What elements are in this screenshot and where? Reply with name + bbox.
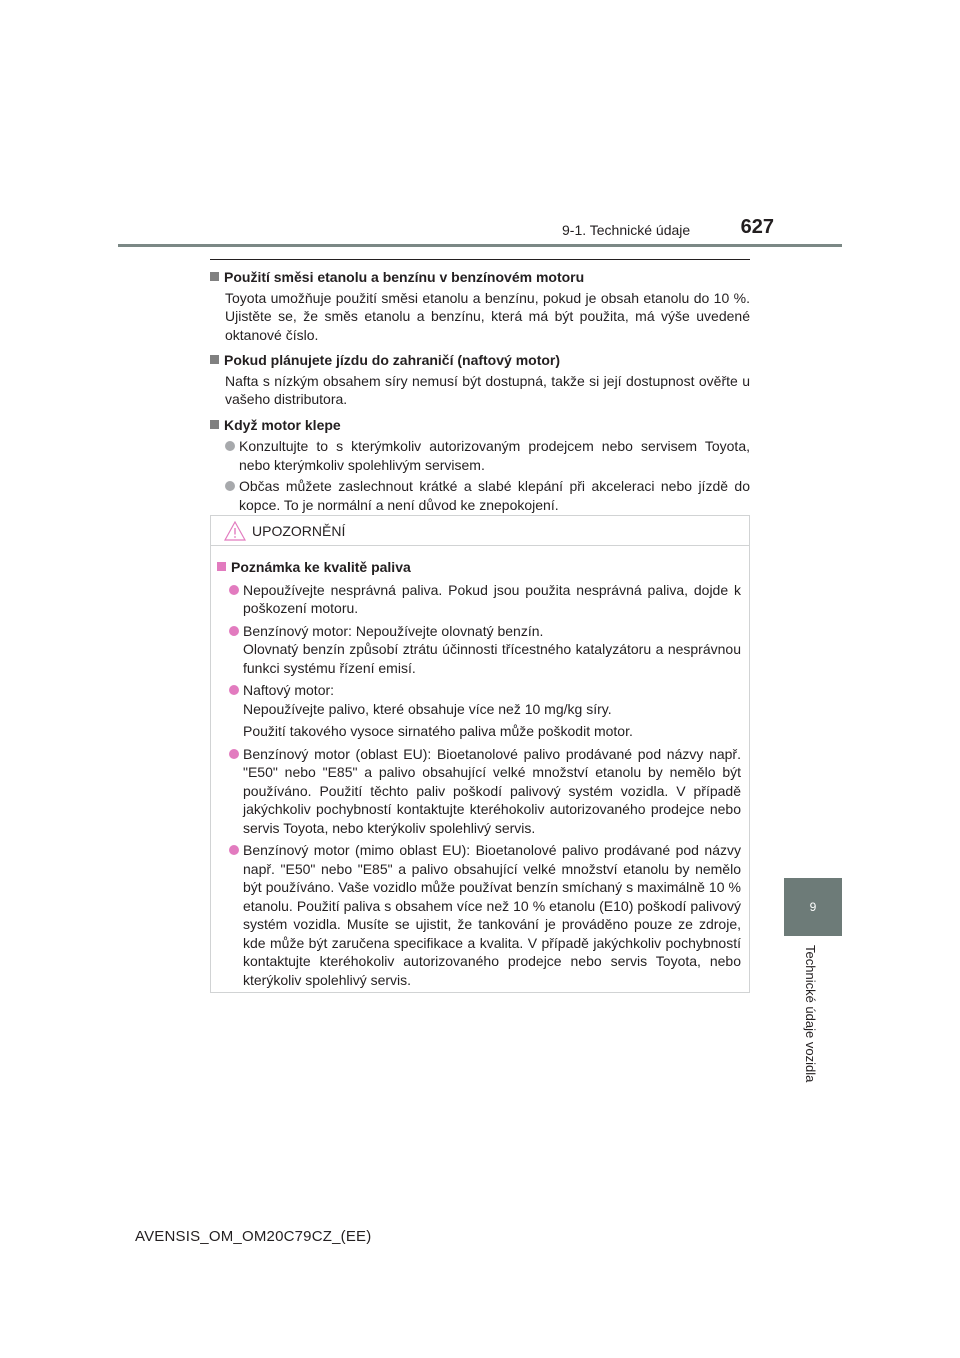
section-abroad xyxy=(210,351,750,409)
list-item: Naftový motor: Nepoužívejte palivo, které obsahuje více než 10 mg/kg síry. Použití takového vysoce sirnatého paliva může poškodit motor. xyxy=(229,681,741,741)
round-bullet-icon xyxy=(229,685,239,695)
main-content xyxy=(210,258,750,514)
round-bullet-icon xyxy=(229,626,239,636)
warning-box xyxy=(210,515,750,993)
section-ethanol xyxy=(210,268,750,344)
square-bullet-icon xyxy=(210,355,219,364)
warning-header xyxy=(211,516,749,546)
list-item: Občas můžete zaslechnout krátké a slabé klepání při akceleraci nebo jízdě do kopce. To je normální a není důvod ke znepokojení. xyxy=(225,477,750,514)
section-heading: Když motor klepe xyxy=(224,416,341,433)
round-bullet-icon xyxy=(229,749,239,759)
list-item: Benzínový motor (oblast EU): Bioetanolové palivo prodávané pod názvy např. "E50" nebo "E85" a palivo obsahující velké množství etanolu by nemělo být používáno. Použití těchto paliv poškodí palivový systém vozidla. V případě jakýchkoliv pochybností kontaktujte kteréhokoliv autorizovaného prodejce nebo servis Toyota, nebo kterýkoliv spolehlivý servis. xyxy=(229,745,741,838)
list-item: Nepoužívejte nesprávná paliva. Pokud jsou použita nesprávná paliva, dojde k poškození motoru. xyxy=(229,581,741,618)
section-title: 9-1. Technické údaje xyxy=(562,222,691,238)
list-item: Konzultujte to s kterýmkoliv autorizovaným prodejcem nebo servisem Toyota, nebo kterýmkoliv spolehlivým servisem. xyxy=(225,437,750,474)
chapter-tab[interactable] xyxy=(784,878,842,936)
round-bullet-icon xyxy=(229,845,239,855)
round-bullet-icon xyxy=(225,481,235,491)
square-bullet-icon xyxy=(210,420,219,429)
warning-triangle-icon xyxy=(224,521,246,541)
warning-label: UPOZORNĚNÍ xyxy=(252,522,346,539)
header-divider xyxy=(118,244,842,247)
list-item: Benzínový motor (mimo oblast EU): Bioetanolové palivo prodávané pod názvy např. "E50" nebo "E85" a palivo obsahující velké množství etanolu by nemělo být používáno. Vaše vozidlo může používat benzín smíchaný s maximálně 10 % etanolu. Použití paliva s obsahem více než 10 % etanolu (E10) poškodí palivový systém vozidla. Musíte se ujistit, že tankování je prováděno pouze ze zdroje, kde může být zaručena specifikace a kvalita. V případě jakýchkoliv pochybností kontaktujte kteréhokoliv autorizovaného prodejce nebo servis Toyota, nebo kterýkoliv spolehlivý servis. xyxy=(229,841,741,989)
round-bullet-icon xyxy=(225,441,235,451)
list-item: Benzínový motor: Nepoužívejte olovnatý benzín. Olovnatý benzín způsobí ztrátu účinnosti třícestného katalyzátoru a nesprávnou funkci systému řízení emisí. xyxy=(229,622,741,678)
chapter-side-title xyxy=(800,945,820,1105)
section-heading: Pokud plánujete jízdu do zahraničí (naftový motor) xyxy=(224,352,561,368)
document-code: AVENSIS_OM_OM20C79CZ_(EE) xyxy=(135,1228,372,1245)
round-bullet-icon xyxy=(229,585,239,595)
page-number: 627 xyxy=(740,216,774,238)
warning-body xyxy=(211,546,749,989)
section-knocking xyxy=(210,416,750,515)
square-bullet-icon xyxy=(210,272,219,281)
warning-title: Poznámka ke kvalitě paliva xyxy=(231,559,411,575)
chapter-title: Technické údaje vozidla xyxy=(803,945,818,1083)
section-body: Toyota umožňuje použití směsi etanolu a benzínu, pokud je obsah etanolu do 10 %. Ujistěte se, že směs etanolu a benzínu, která má být použita, má výše uvedené oktanové číslo. xyxy=(225,289,750,343)
section-body: Nafta s nízkým obsahem síry nemusí být dostupná, takže si její dostupnost ověřte u vašeho distributora. xyxy=(225,372,750,407)
section-heading: Použití směsi etanolu a benzínu v benzínovém motoru xyxy=(224,269,585,285)
square-bullet-icon xyxy=(217,562,226,571)
chapter-number: 9 xyxy=(809,900,817,914)
